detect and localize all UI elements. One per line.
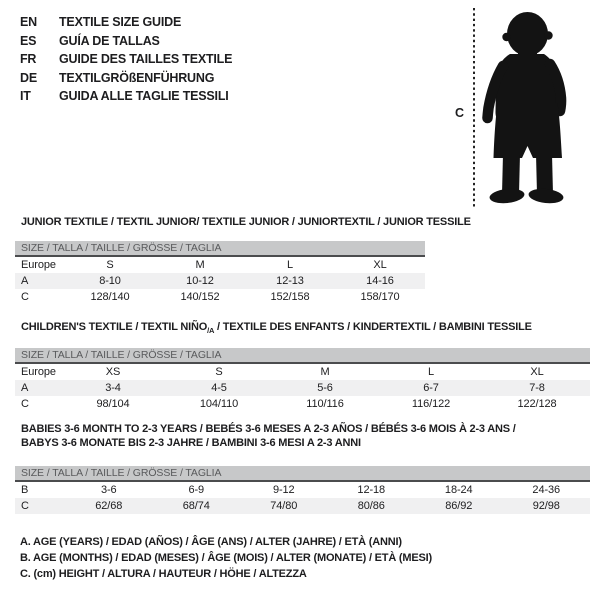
language-title: GUIDE DES TAILLES TEXTILE: [59, 52, 233, 67]
children-title-post: / TEXTILE DES ENFANTS / KINDERTEXTIL / BAMBINI TESSILE: [214, 321, 532, 333]
language-row-fr: [20, 50, 232, 69]
baby-silhouette-image: [470, 6, 595, 210]
table-row: [15, 482, 590, 498]
row-label: Europe: [21, 259, 56, 271]
height-cell: 116/122: [411, 398, 451, 410]
age-cell: 6-9: [188, 484, 205, 496]
legend: [20, 534, 432, 582]
height-cell: 86/92: [445, 500, 473, 512]
age-cell: 9-12: [272, 484, 295, 496]
children-size-table: [15, 348, 590, 412]
language-title: TEXTILGRÖßENFÜHRUNG: [59, 70, 215, 85]
legend-line-c: C. (cm) HEIGHT / ALTURA / HAUTEUR / HÖHE / ALTEZZA: [20, 568, 307, 580]
height-cell: 62/68: [95, 500, 123, 512]
row-label: A: [21, 275, 29, 287]
row-label: C: [21, 500, 29, 512]
legend-line-a: A. AGE (YEARS) / EDAD (AÑOS) / ÂGE (ANS) / ALTER (JAHRE) / ETÀ (ANNI): [20, 536, 402, 548]
language-code: IT: [20, 89, 31, 104]
size-cell: XL: [373, 259, 387, 271]
size-cell: XS: [105, 366, 121, 378]
babies-size-table: [15, 466, 590, 514]
row-label: C: [21, 398, 29, 410]
language-row-it: [20, 87, 232, 106]
language-list: [20, 13, 232, 106]
table-row: [15, 364, 590, 380]
age-cell: 24-36: [532, 484, 561, 496]
junior-section-title: JUNIOR TEXTILE / TEXTIL JUNIOR/ TEXTILE JUNIOR / JUNIORTEXTIL / JUNIOR TESSILE: [21, 216, 471, 228]
height-cell: 98/104: [96, 398, 130, 410]
baby-silhouette: [488, 12, 565, 205]
height-cell: 104/110: [199, 398, 239, 410]
age-cell: 12-18: [357, 484, 386, 496]
age-cell: 4-5: [211, 382, 227, 394]
row-label: Europe: [21, 366, 56, 378]
table-row: [15, 380, 590, 396]
age-cell: 6-7: [423, 382, 439, 394]
table-row: [15, 289, 425, 305]
height-cell: 152/158: [270, 291, 310, 303]
language-code: FR: [20, 52, 37, 67]
language-code: EN: [20, 15, 37, 29]
size-cell: M: [195, 259, 205, 271]
children-title-pre: CHILDREN'S TEXTILE / TEXTIL NIÑO: [21, 321, 208, 333]
size-cell: M: [320, 366, 330, 378]
size-header-bar: SIZE / TALLA / TAILLE / GRÖSSE / TAGLIA: [15, 466, 590, 482]
age-cell: 12-13: [276, 275, 304, 287]
language-title: GUIDA ALLE TAGLIE TESSILI: [59, 89, 229, 104]
age-cell: 3-4: [105, 382, 121, 394]
size-cell: S: [106, 259, 114, 271]
row-label: A: [21, 382, 29, 394]
height-cell: 158/170: [360, 291, 400, 303]
size-header-bar: SIZE / TALLA / TAILLE / GRÖSSE / TAGLIA: [15, 241, 425, 257]
junior-size-table: [15, 241, 425, 305]
height-cell: 122/128: [517, 398, 557, 410]
height-measure-label: C: [455, 106, 465, 120]
language-title: GUÍA DE TALLAS: [59, 33, 160, 48]
height-measure-figure: [455, 6, 597, 212]
age-cell: 5-6: [317, 382, 333, 394]
children-section-title: [21, 320, 532, 338]
children-title-sub: /A: [207, 326, 215, 336]
height-cell: 92/98: [532, 500, 560, 512]
babies-section-title-line1: BABIES 3-6 MONTH TO 2-3 YEARS / BEBÉS 3-6 MESES A 2-3 AÑOS / BÉBÉS 3-6 MOIS À 2-3 ANS /: [21, 423, 516, 435]
language-row-en: [20, 13, 232, 32]
age-cell: 18-24: [444, 484, 473, 496]
language-row-es: [20, 32, 232, 51]
height-cell: 110/116: [306, 398, 344, 410]
language-row-de: [20, 69, 232, 88]
age-cell: 8-10: [99, 275, 121, 287]
language-code: ES: [20, 33, 37, 48]
size-header-bar: SIZE / TALLA / TAILLE / GRÖSSE / TAGLIA: [15, 348, 590, 364]
size-cell: L: [286, 259, 294, 271]
language-code: DE: [20, 70, 37, 85]
height-cell: 68/74: [182, 500, 210, 512]
row-label: C: [21, 291, 29, 303]
table-row: [15, 396, 590, 412]
size-cell: XL: [530, 366, 544, 378]
size-cell: S: [215, 366, 223, 378]
table-row: [15, 498, 590, 514]
age-cell: 10-12: [186, 275, 214, 287]
height-cell: 128/140: [90, 291, 130, 303]
row-label: B: [21, 484, 29, 496]
height-cell: 140/152: [180, 291, 220, 303]
age-cell: 7-8: [529, 382, 545, 394]
age-cell: 14-16: [366, 275, 394, 287]
height-cell: 80/86: [357, 500, 385, 512]
size-cell: L: [427, 366, 435, 378]
babies-section-title-line2: BABYS 3-6 MONATE BIS 2-3 JAHRE / BAMBINI 3-6 MESI A 2-3 ANNI: [21, 437, 361, 449]
language-title: TEXTILE SIZE GUIDE: [59, 15, 182, 29]
age-cell: 3-6: [100, 484, 117, 496]
height-cell: 74/80: [270, 500, 298, 512]
table-row: [15, 257, 425, 273]
legend-line-b: B. AGE (MONTHS) / EDAD (MESES) / ÂGE (MOIS) / ALTER (MONATE) / ETÀ (MESI): [20, 552, 432, 564]
table-row: [15, 273, 425, 289]
